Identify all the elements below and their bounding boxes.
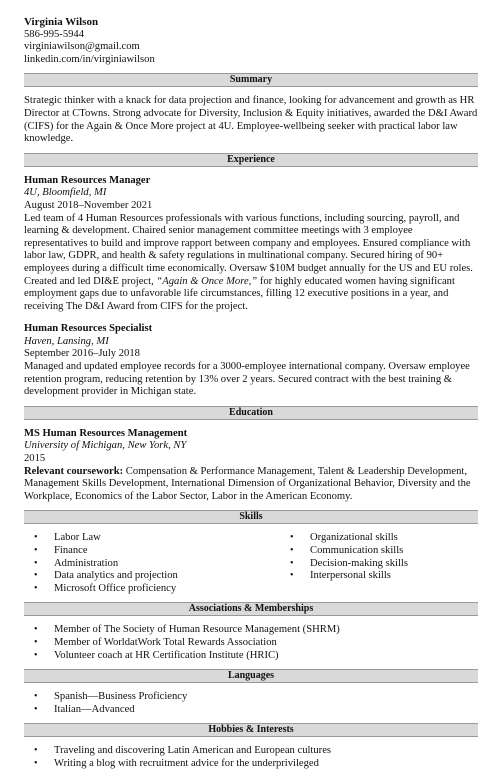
section-header-experience: Experience [24, 153, 478, 167]
skill-item: • Decision-making skills [280, 558, 408, 571]
job-entry [24, 175, 478, 314]
skill-item: • Finance [24, 545, 280, 558]
skill-item: • Interpersonal skills [280, 570, 408, 583]
language-item: • Italian—Advanced [24, 704, 478, 717]
school-name: University of Michigan, New York, NY [24, 440, 187, 452]
job-description-part: Led team of 4 Human Resources professionals with various functions, including sourcing, payroll, and learning & development. Chaired senior management committee meetings with 3 employee representatives to build and improve rapport between company and employees. Ensured compliance with labor law, GDPR, and health & safety regulations in multinational company. Secured hiring of 90+ employees during a difficult time economically. Oversaw $10M budget annually for the US and EU roles. Created and led DI&E project, [24, 212, 473, 287]
section-header-associations: Associations & Memberships [24, 602, 478, 616]
summary-text: Strategic thinker with a knack for data projection and finance, looking for advancement and growth as HR Director at CTowns. Strong advocate for Diversity, Inclusion & Equity initiatives, awarded the D&I Award (CIFS) for the Again & Once More project at 4U. Employee-wellbeing seeker with practical labor law knowledge. [24, 95, 478, 145]
hobby-item: • Traveling and discovering Latin American and European cultures [24, 745, 478, 758]
skills-columns [24, 532, 478, 595]
section-header-skills: Skills [24, 510, 478, 524]
education-entry [24, 428, 478, 504]
candidate-name: Virginia Wilson [24, 16, 99, 28]
job-description: Managed and updated employee records for a 3000-employee international company. Oversaw employee retention program, reducing retention by 13% over 2 years. Secured contract with the best training & development provider in Michigan state. [24, 361, 470, 398]
skill-item: • Administration [24, 558, 280, 571]
skill-item: • Labor Law [24, 532, 280, 545]
phone-number: 586-995-5944 [24, 28, 85, 40]
skill-item: • Communication skills [280, 545, 408, 558]
job-description [24, 213, 478, 314]
section-header-summary: Summary [24, 73, 478, 87]
resume-page [24, 16, 478, 771]
language-item: • Spanish—Business Proficiency [24, 691, 478, 704]
coursework-list: Compensation & Performance Management, Talent & Leadership Development, Management Skills Development, International Dimension of Organizational Behavior, Diversity and the Workplace, Economics of the Labor Sector, Labor in the American Economy. [24, 465, 471, 502]
section-header-education: Education [24, 406, 478, 420]
job-dates: September 2016–July 2018 [24, 348, 140, 360]
graduation-year: 2015 [24, 453, 46, 465]
contact-block [24, 16, 478, 66]
section-header-hobbies: Hobbies & Interests [24, 723, 478, 737]
job-title: Human Resources Specialist [24, 323, 153, 335]
job-dates: August 2018–November 2021 [24, 199, 153, 211]
hobbies-list [24, 745, 478, 770]
skill-item: • Organizational skills [280, 532, 408, 545]
email-address: virginiawilson@gmail.com [24, 41, 140, 53]
skills-list-left [24, 532, 280, 595]
project-name: “Again & Once More,” [156, 275, 258, 287]
association-item: • Member of WorldatWork Total Rewards Association [24, 637, 478, 650]
job-location: 4U, Bloomfield, MI [24, 187, 107, 199]
hobby-item: • Writing a blog with recruitment advice for the underprivileged [24, 758, 478, 771]
degree-title: MS Human Resources Management [24, 427, 188, 439]
section-header-languages: Languages [24, 669, 478, 683]
languages-list [24, 691, 478, 716]
associations-list [24, 624, 478, 662]
skill-item: • Microsoft Office proficiency [24, 583, 280, 596]
job-entry [24, 323, 478, 399]
skills-list-right [280, 532, 408, 595]
job-title: Human Resources Manager [24, 174, 151, 186]
linkedin-url: linkedin.com/in/virginiawilson [24, 53, 155, 65]
coursework-label: Relevant coursework: [24, 465, 124, 477]
association-item: • Volunteer coach at HR Certification Institute (HRIC) [24, 650, 478, 663]
job-location: Haven, Lansing, MI [24, 335, 109, 347]
association-item: • Member of The Society of Human Resource Management (SHRM) [24, 624, 478, 637]
skill-item: • Data analytics and projection [24, 570, 280, 583]
coursework [24, 466, 478, 504]
job-description-part: for highly educated women having significant employment gaps due to unfavorable life circumstances, filling 12 executive positions in a year, and receiving The D&I Award from CIFS for the project. [24, 275, 455, 312]
